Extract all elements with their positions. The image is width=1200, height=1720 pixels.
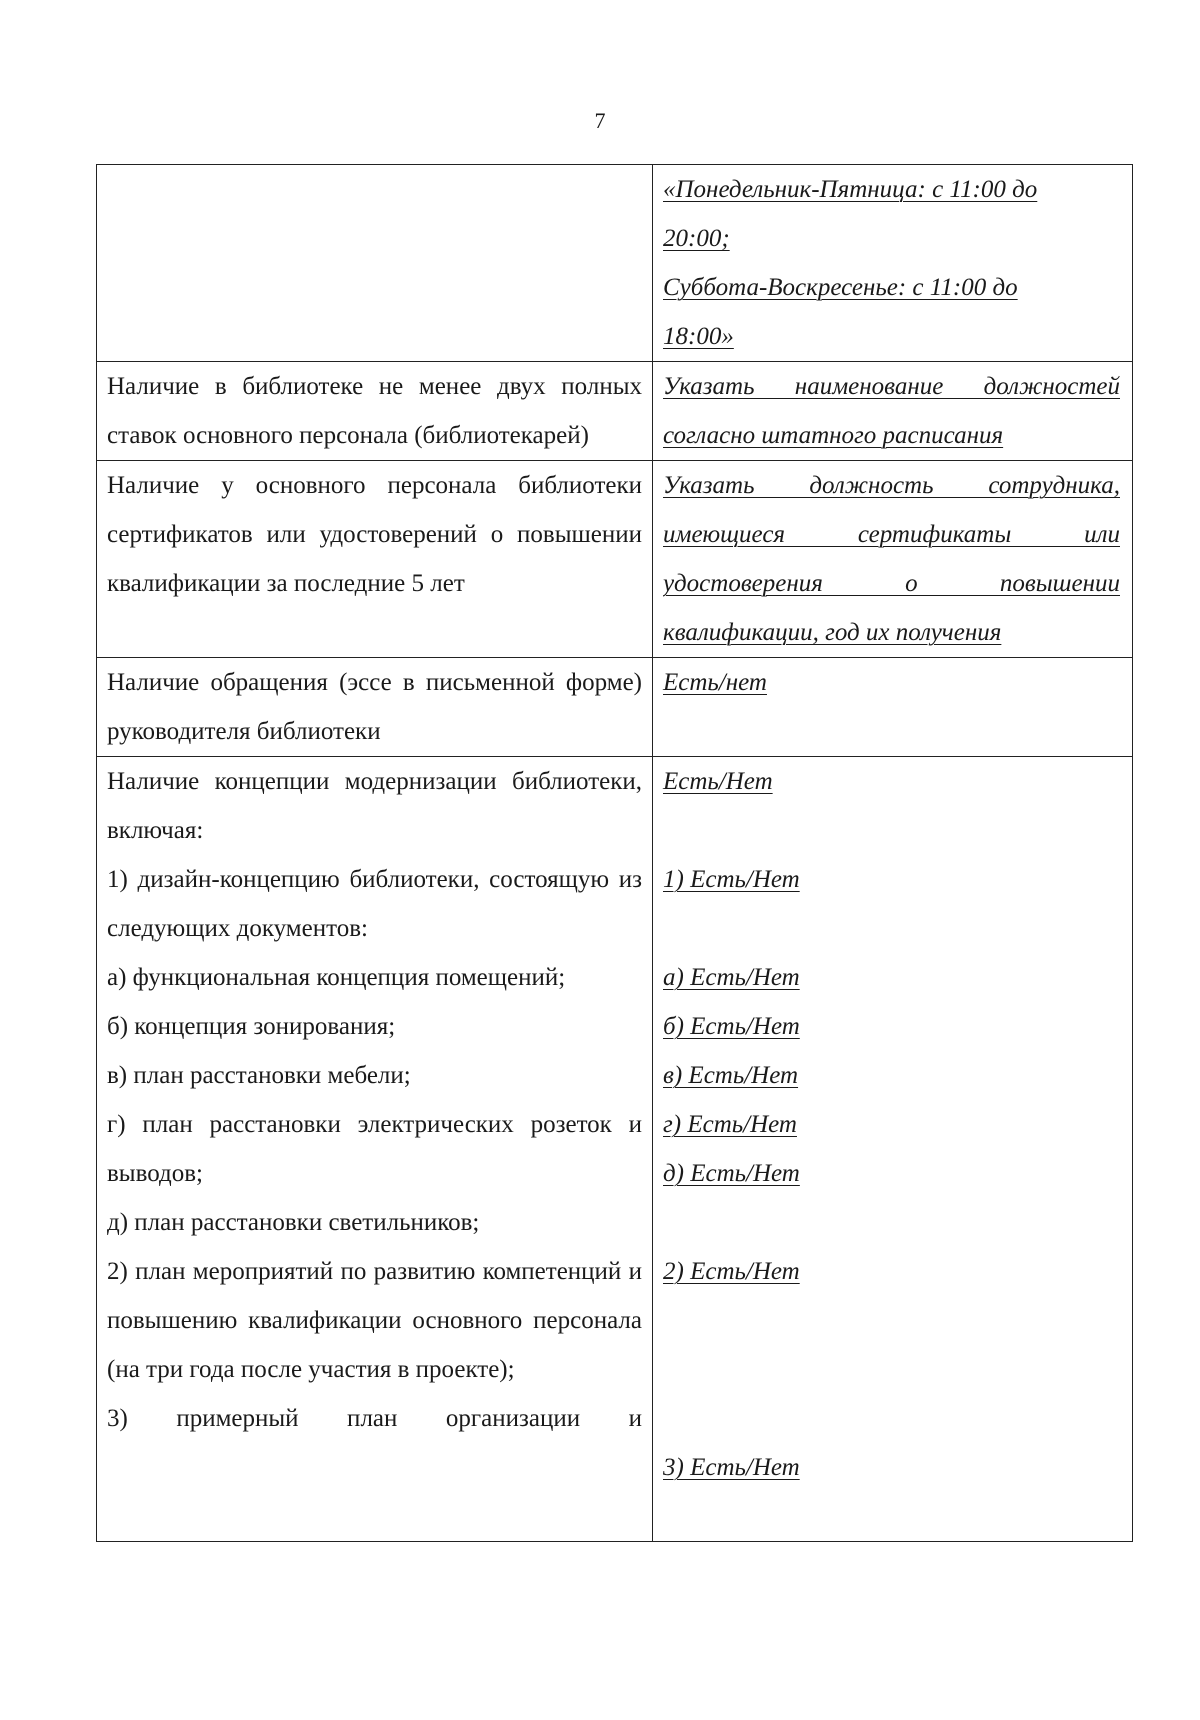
value-line: в) Есть/Нет <box>663 1062 799 1089</box>
criterion-text: д) план расстановки светильников; <box>107 1209 480 1236</box>
criterion-text: 1) дизайн-концепцию библиотеки, состоящую из следующих документов: <box>107 866 642 942</box>
criterion-cell <box>97 461 653 658</box>
value-line: Суббота-Воскресенье: с 11:00 до <box>663 274 1018 301</box>
criterion-text: Наличие обращения (эссе в письменной форме) руководителя библиотеки <box>107 669 642 745</box>
criterion-text: г) план расстановки электрических розеток и выводов; <box>107 1111 642 1187</box>
criterion-text: а) функциональная концепция помещений; <box>107 964 566 991</box>
criterion-text: в) план расстановки мебели; <box>107 1062 411 1089</box>
criteria-table <box>96 164 1133 1542</box>
value-line: согласно штатного расписания <box>663 422 1004 449</box>
criterion-text: Наличие у основного персонала библиотеки сертификатов или удостоверений о повышении квалификации за последние 5 лет <box>107 472 642 597</box>
value-line: «Понедельник-Пятница: с 11:00 до <box>663 176 1038 203</box>
table-row <box>97 757 1133 1542</box>
value-line: Есть/Нет <box>663 768 773 795</box>
value-line: удостоверения о повышении <box>663 570 1120 597</box>
value-cell <box>653 658 1133 757</box>
value-cell <box>653 362 1133 461</box>
value-line: 2) Есть/Нет <box>663 1258 800 1285</box>
criterion-text: Наличие концепции модернизации библиотеки, включая: <box>107 768 642 844</box>
value-line: 3) Есть/Нет <box>663 1454 800 1481</box>
value-cell <box>653 461 1133 658</box>
page-number: 7 <box>594 108 606 133</box>
value-line: д) Есть/Нет <box>663 1160 800 1187</box>
value-line: 18:00» <box>663 323 734 350</box>
value-line: Указать должность сотрудника, <box>663 472 1120 499</box>
criterion-text: б) концепция зонирования; <box>107 1013 396 1040</box>
criterion-cell <box>97 757 653 1542</box>
value-line: 20:00; <box>663 225 730 252</box>
criterion-text: Наличие в библиотеке не менее двух полных ставок основного персонала (библиотекарей) <box>107 373 642 449</box>
criterion-text: 2) план мероприятий по развитию компетенций и повышению квалификации основного персонала (на три года после участия в проекте); <box>107 1258 642 1383</box>
criterion-cell <box>97 658 653 757</box>
value-cell <box>653 165 1133 362</box>
table-row <box>97 658 1133 757</box>
value-line: квалификации, год их получения <box>663 619 1002 646</box>
value-line: Есть/нет <box>663 669 767 696</box>
value-line: Указать наименование должностей <box>663 373 1120 400</box>
table-row <box>97 165 1133 362</box>
value-line: а) Есть/Нет <box>663 964 800 991</box>
table-row <box>97 461 1133 658</box>
criterion-cell <box>97 165 653 362</box>
value-cell <box>653 757 1133 1542</box>
value-line: б) Есть/Нет <box>663 1013 800 1040</box>
value-line: имеющиеся сертификаты или <box>663 521 1120 548</box>
value-line: г) Есть/Нет <box>663 1111 797 1138</box>
criterion-text: 3) примерный план организации и <box>107 1405 642 1432</box>
criterion-cell <box>97 362 653 461</box>
value-line: 1) Есть/Нет <box>663 866 800 893</box>
table-row <box>97 362 1133 461</box>
